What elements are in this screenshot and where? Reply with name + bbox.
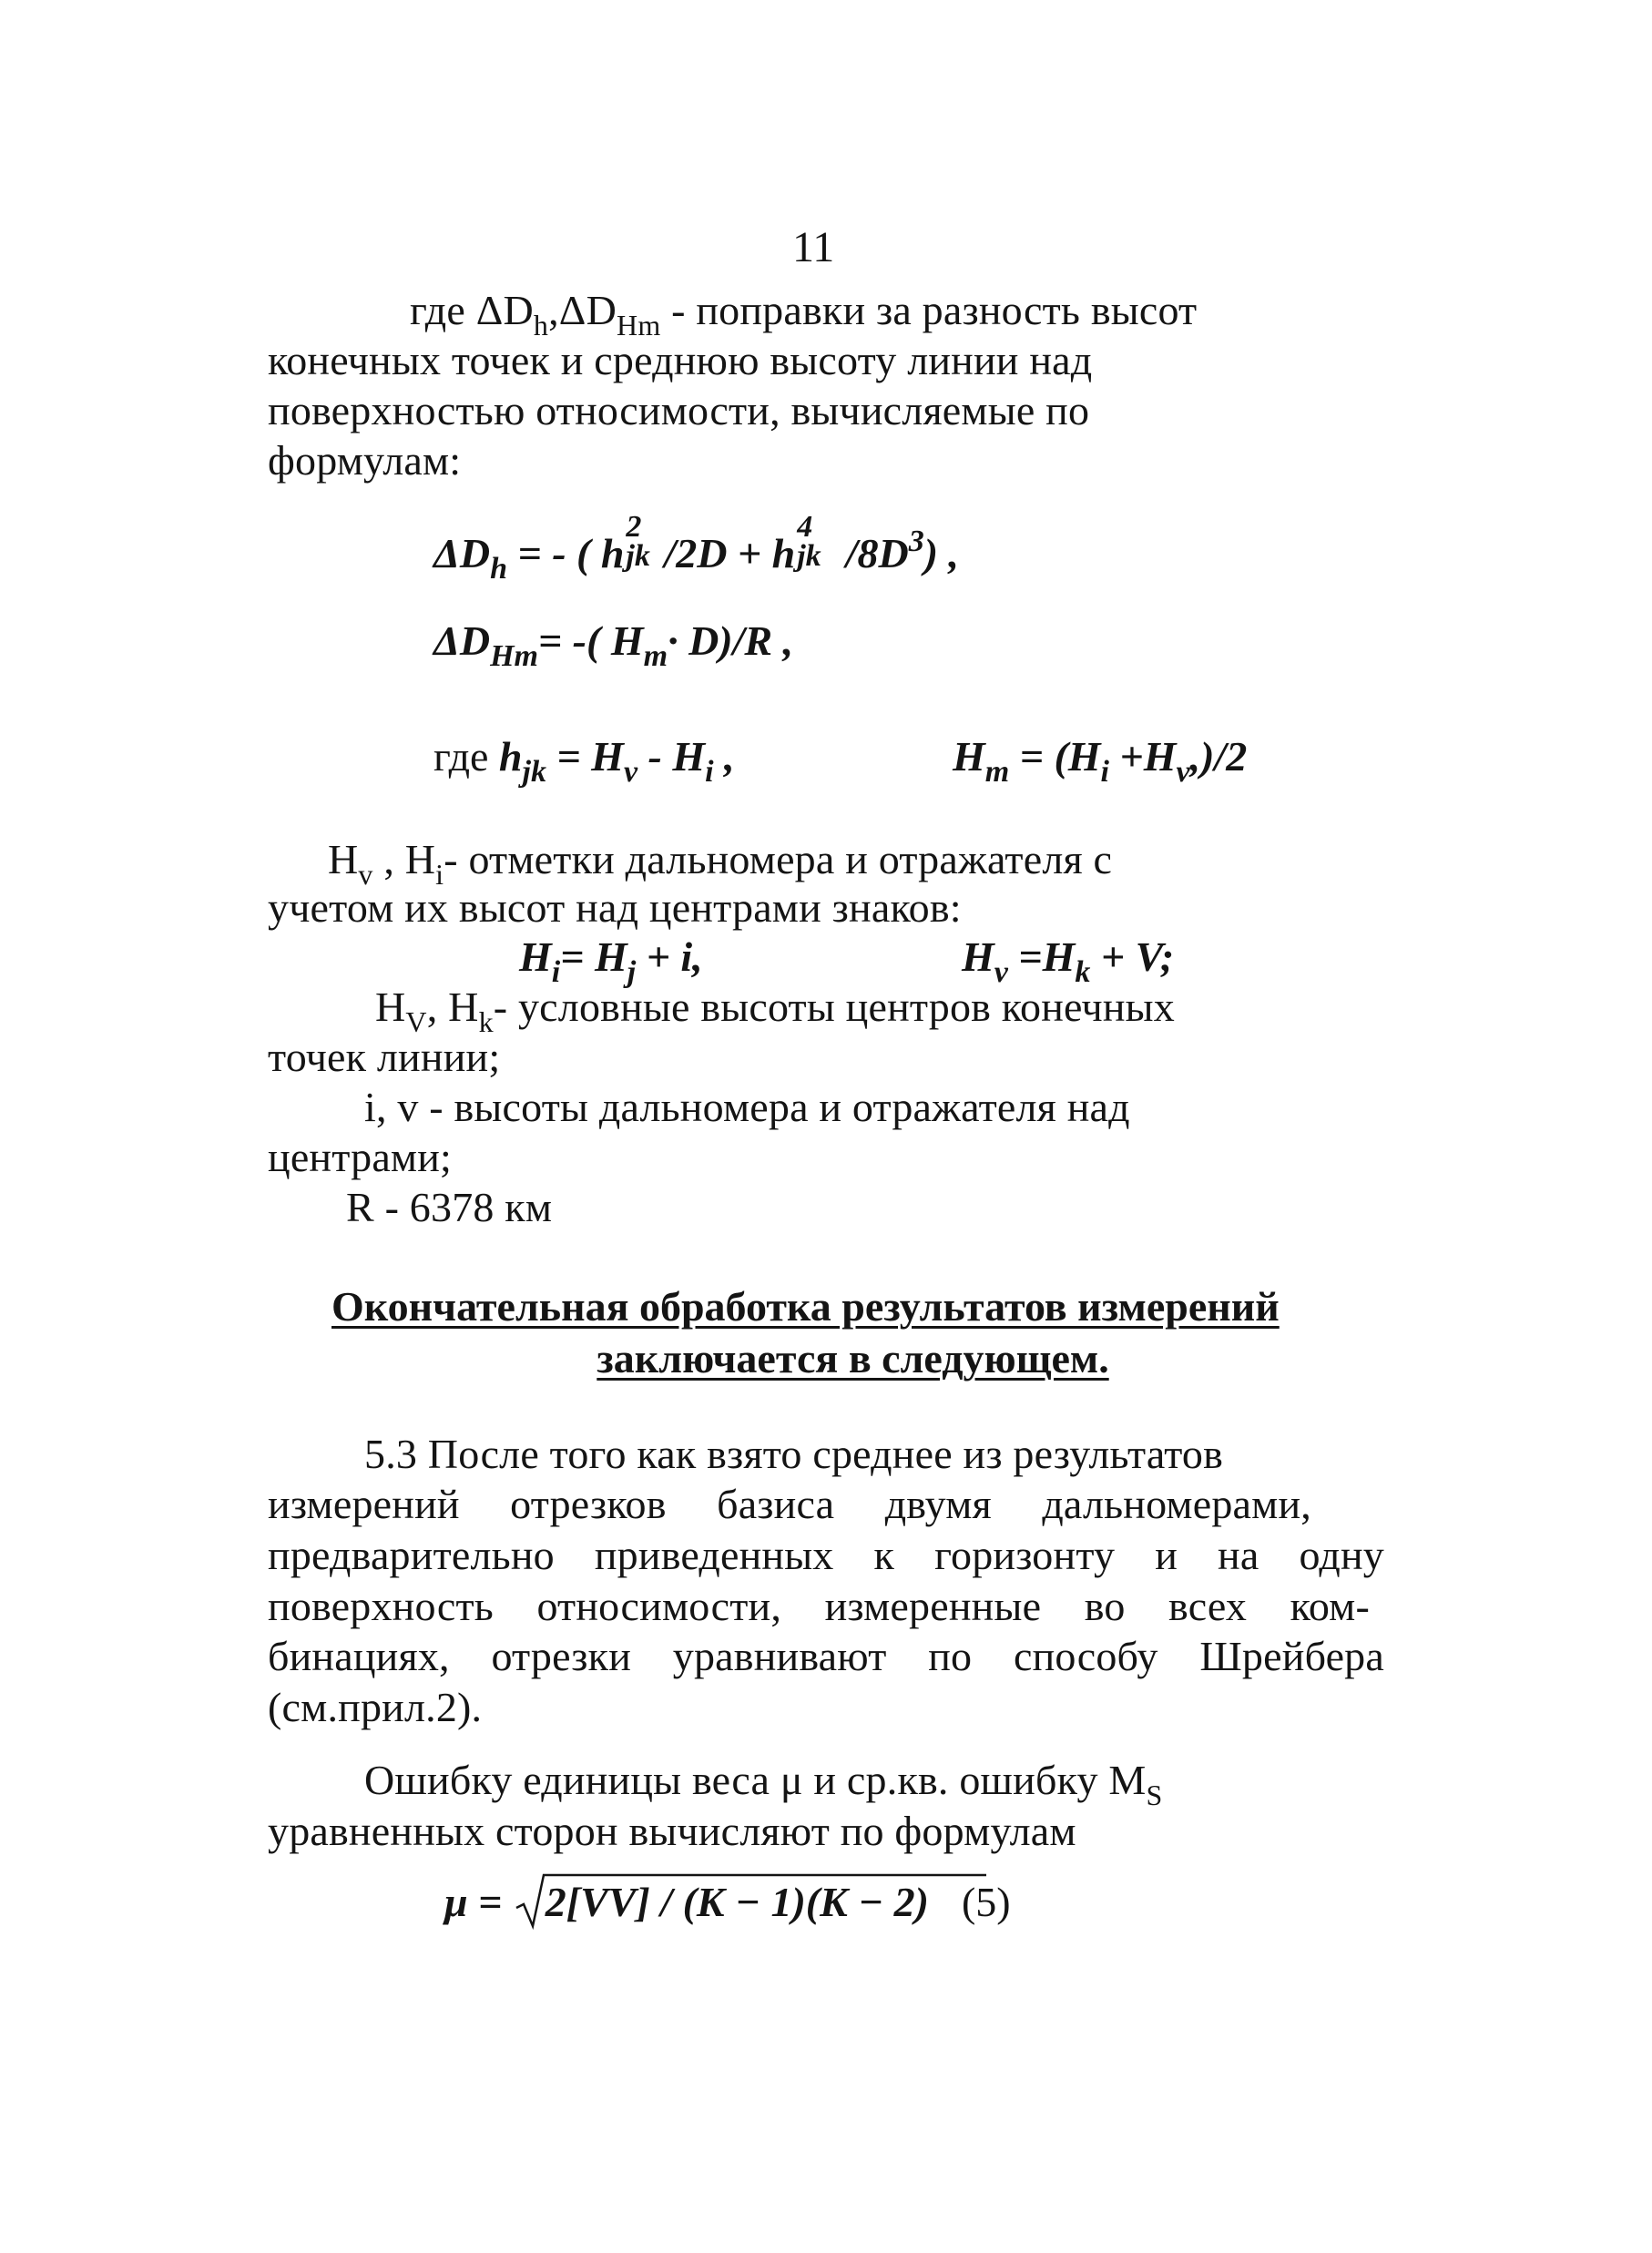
formula-subscript: i [551,955,561,989]
formula-subscript: v [623,755,638,789]
formula-part: =H [1007,933,1076,980]
formula-script [624,510,664,573]
formula-mu-radicand: 2[VV] / (K − 1)(K − 2) [545,1879,929,1925]
formula-subscript: i [1100,755,1109,789]
formula-number: (5) [961,1879,1011,1925]
page-number: 11 [792,223,835,271]
formula-hjk [433,730,735,799]
marks-subscript: i [435,858,444,891]
formula-subscript: jk [626,539,650,573]
formula-subscript: Hm [490,639,538,673]
section-line-2: измерений отрезков базиса двумя дальномерами, [268,1481,1311,1527]
formula-part: /8D [835,530,909,576]
section-line-4: поверхность относимости, измеренные во всех ком- [268,1583,1370,1629]
sqrt-radical [515,1875,929,1930]
formula-part: H [953,733,985,780]
formula-part: , [713,733,735,780]
formula-part: = - ( h [506,530,625,576]
formula-part: ,)/2 [1189,733,1248,780]
defs-line-2: точек линии; [268,1034,501,1080]
error-text: Ошибку единицы веса μ и ср.кв. ошибку M [364,1757,1147,1803]
marks-line-2: учетом их высот над центрами знаков: [268,884,962,931]
formula-subscript: j [627,955,637,989]
formula-subscript: h [490,552,507,586]
formula-mu-lhs: μ = [444,1879,513,1925]
intro-subscript: h [533,309,549,342]
section-line-1: 5.3 После того как взято среднее из результатов [364,1431,1224,1477]
intro-line-2: конечных точек и среднюю высоту линии над [268,337,1093,383]
defs-text: , H [426,984,479,1030]
formula-part: H [962,933,994,980]
intro-text: где ΔD [410,287,534,333]
section-line-6: (см.прил.2). [268,1684,483,1730]
formula-subscript: i [705,755,714,789]
formula-part: · D)/R , [668,617,794,664]
intro-line-3: поверхностью относимости, вычисляемые по [268,387,1090,433]
formula-hm [953,730,1247,799]
formula-part: + i, [636,933,703,980]
formula-part: h [498,733,523,780]
formula-word: где [433,733,499,780]
formula-part: = H [546,733,624,780]
defs-text: H [375,984,406,1030]
formula-part: +H [1109,733,1177,780]
formula-delta-dhm [433,615,793,683]
intro-subscript: Hm [617,309,661,342]
formula-part: /2D + h [664,530,796,576]
intro-text: - поправки за разность высот [660,287,1198,333]
formula-delta-dh [433,510,960,596]
defs-line-3: i, v - высоты дальномера и отражателя над [364,1084,1130,1130]
intro-text: ,ΔD [548,287,617,333]
intro-line-4: формулам: [268,437,462,484]
defs-line-4: центрами; [268,1134,453,1180]
formula-superscript: 2 [626,510,642,544]
formula-part: - H [637,733,706,780]
marks-text: , H [372,836,436,882]
formula-subscript: jk [522,755,546,789]
section-heading-line-2: заключается в следующем. [597,1335,1109,1381]
formula-subscript: v [1176,755,1190,789]
formula-subscript: jk [797,539,821,573]
formula-superscript: 3 [908,525,924,558]
defs-line-5: R - 6378 км [346,1184,553,1230]
formula-part: = -( H [537,617,644,664]
formula-subscript: v [994,955,1008,989]
defs-subscript: k [478,1005,494,1038]
formula-part: ΔD [433,617,491,664]
formula-superscript: 4 [797,510,813,544]
formula-script [795,510,835,573]
formula-part: = H [560,933,627,980]
error-line-2: уравненных сторон вычисляют по формулам [268,1808,1076,1854]
section-line-5: бинациях, отрезки уравнивают по способу Шрейбера [268,1633,1384,1679]
marks-text: H [328,836,359,882]
error-subscript: S [1146,1779,1163,1811]
formula-subscript: m [984,755,1010,789]
section-heading-line-1: Окончательная обработка результатов измерений [331,1283,1280,1330]
section-line-3: предварительно приведенных к горизонту и на одну [268,1532,1384,1578]
formula-subscript: k [1075,955,1091,989]
formula-part: = (H [1009,733,1101,780]
formula-part: ΔD [433,530,491,576]
formula-mu [444,1875,1011,1930]
formula-part: ) , [923,530,960,576]
formula-part: + V; [1090,933,1175,980]
marks-text: - отметки дальномера и отражателя с [444,836,1113,882]
defs-subscript: V [405,1005,427,1038]
sqrt-sign-icon [515,1871,988,1932]
marks-subscript: v [358,858,373,891]
formula-part: H [519,933,552,980]
defs-text: - условные высоты центров конечных [493,984,1175,1030]
formula-subscript: m [643,639,668,673]
